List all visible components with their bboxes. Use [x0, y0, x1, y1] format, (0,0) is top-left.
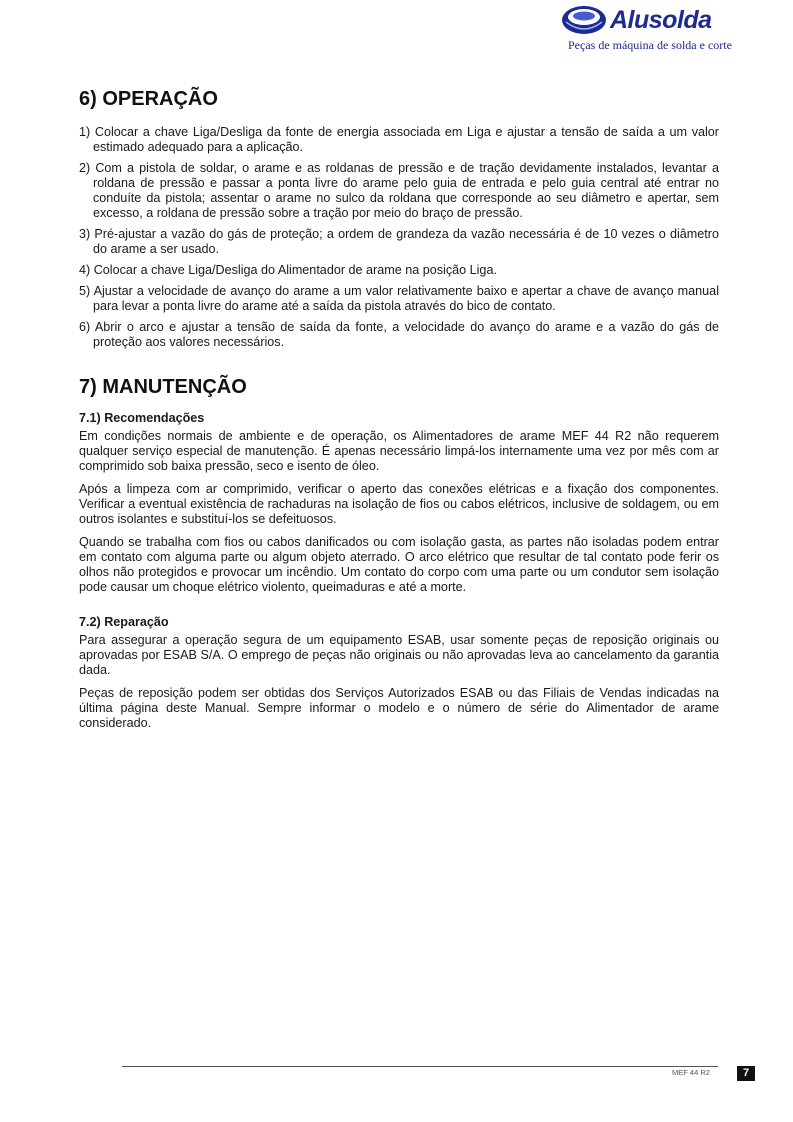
paragraph: Peças de reposição podem ser obtidas dos Serviços Autorizados ESAB ou das Filiais de Vendas indicadas na última página deste Manual. Sempre informar o modelo e o número de série do Alimentador de arame considerado.	[79, 686, 719, 730]
section-title-manutencao: 7) MANUTENÇÃO	[79, 376, 247, 398]
list-item: 5) Ajustar a velocidade de avanço do arame a um valor relativamente baixo e apertar a chave de avanço manual para levar a ponta livre do arame até a saída da pistola através do bico de contato.	[79, 284, 719, 313]
paragraph: Em condições normais de ambiente e de operação, os Alimentadores de arame MEF 44 R2 não requerem qualquer serviço especial de manutenção. É apenas necessário limpá-los internamente uma vez por mês com ar comprimido sob baixa pressão, seco e isento de óleo.	[79, 429, 719, 473]
subsection-title-recomendacoes: 7.1) Recomendações	[79, 411, 205, 425]
subsection-title-reparacao: 7.2) Reparação	[79, 615, 169, 629]
logo-tagline: Peças de máquina de solda e corte	[568, 38, 732, 52]
operation-steps	[79, 125, 719, 350]
paragraph: Para assegurar a operação segura de um equipamento ESAB, usar somente peças de reposição originais ou aprovadas por ESAB S/A. O emprego de peças não originais ou não aprovadas leva ao cancelamento da garantia dada.	[79, 633, 719, 677]
list-item: 3) Pré-ajustar a vazão do gás de proteção; a ordem de grandeza da vazão necessária é de 10 vezes o diâmetro do arame a ser usado.	[79, 227, 719, 256]
list-item: 1) Colocar a chave Liga/Desliga da fonte de energia associada em Liga e ajustar a tensão de saída a um valor estimado adequado para a aplicação.	[79, 125, 719, 154]
logo-name: Alusolda	[610, 6, 712, 34]
company-logo	[560, 2, 740, 58]
alusolda-logo-icon	[560, 2, 608, 38]
list-item: 6) Abrir o arco e ajustar a tensão de saída da fonte, a velocidade do avanço do arame e a vazão do gás de proteção aos valores necessários.	[79, 320, 719, 349]
paragraph: Após a limpeza com ar comprimido, verificar o aperto das conexões elétricas e a fixação dos componentes. Verificar a eventual existência de rachaduras na isolação de fios ou cabos elétricos, inclusive de soldagem, ou em outros isolantes e substituí-los se defeituosos.	[79, 482, 719, 526]
section-title-operacao: 6) OPERAÇÃO	[79, 88, 218, 110]
paragraph: Quando se trabalha com fios ou cabos danificados ou com isolação gasta, as partes não isoladas podem entrar em contato com alguma parte ou algum objeto aterrado. O arco elétrico que resultar de tal contato pode ferir os olhos não protegidos e provocar um incêndio. Um contato do corpo com uma parte ou um condutor sem isolação pode causar um choque elétrico violento, queimaduras e até a morte.	[79, 535, 719, 594]
footer-model-code: MEF 44 R2	[672, 1068, 710, 1077]
list-item: 4) Colocar a chave Liga/Desliga do Alimentador de arame na posição Liga.	[79, 263, 497, 277]
page-number: 7	[737, 1066, 755, 1081]
footer-divider	[122, 1066, 718, 1067]
document-body	[79, 88, 719, 739]
list-item: 2) Com a pistola de soldar, o arame e as roldanas de pressão e de tração devidamente instalados, levantar a roldana de pressão e passar a ponta livre do arame pelo guia de entrada e pelo guia central até entrar no conduíte da pistola; assentar o arame no sulco da roldana que corresponde ao seu diâmetro e apertar, sem excesso, a roldana de pressão sobre a tração por meio do braço de pressão.	[79, 161, 719, 220]
